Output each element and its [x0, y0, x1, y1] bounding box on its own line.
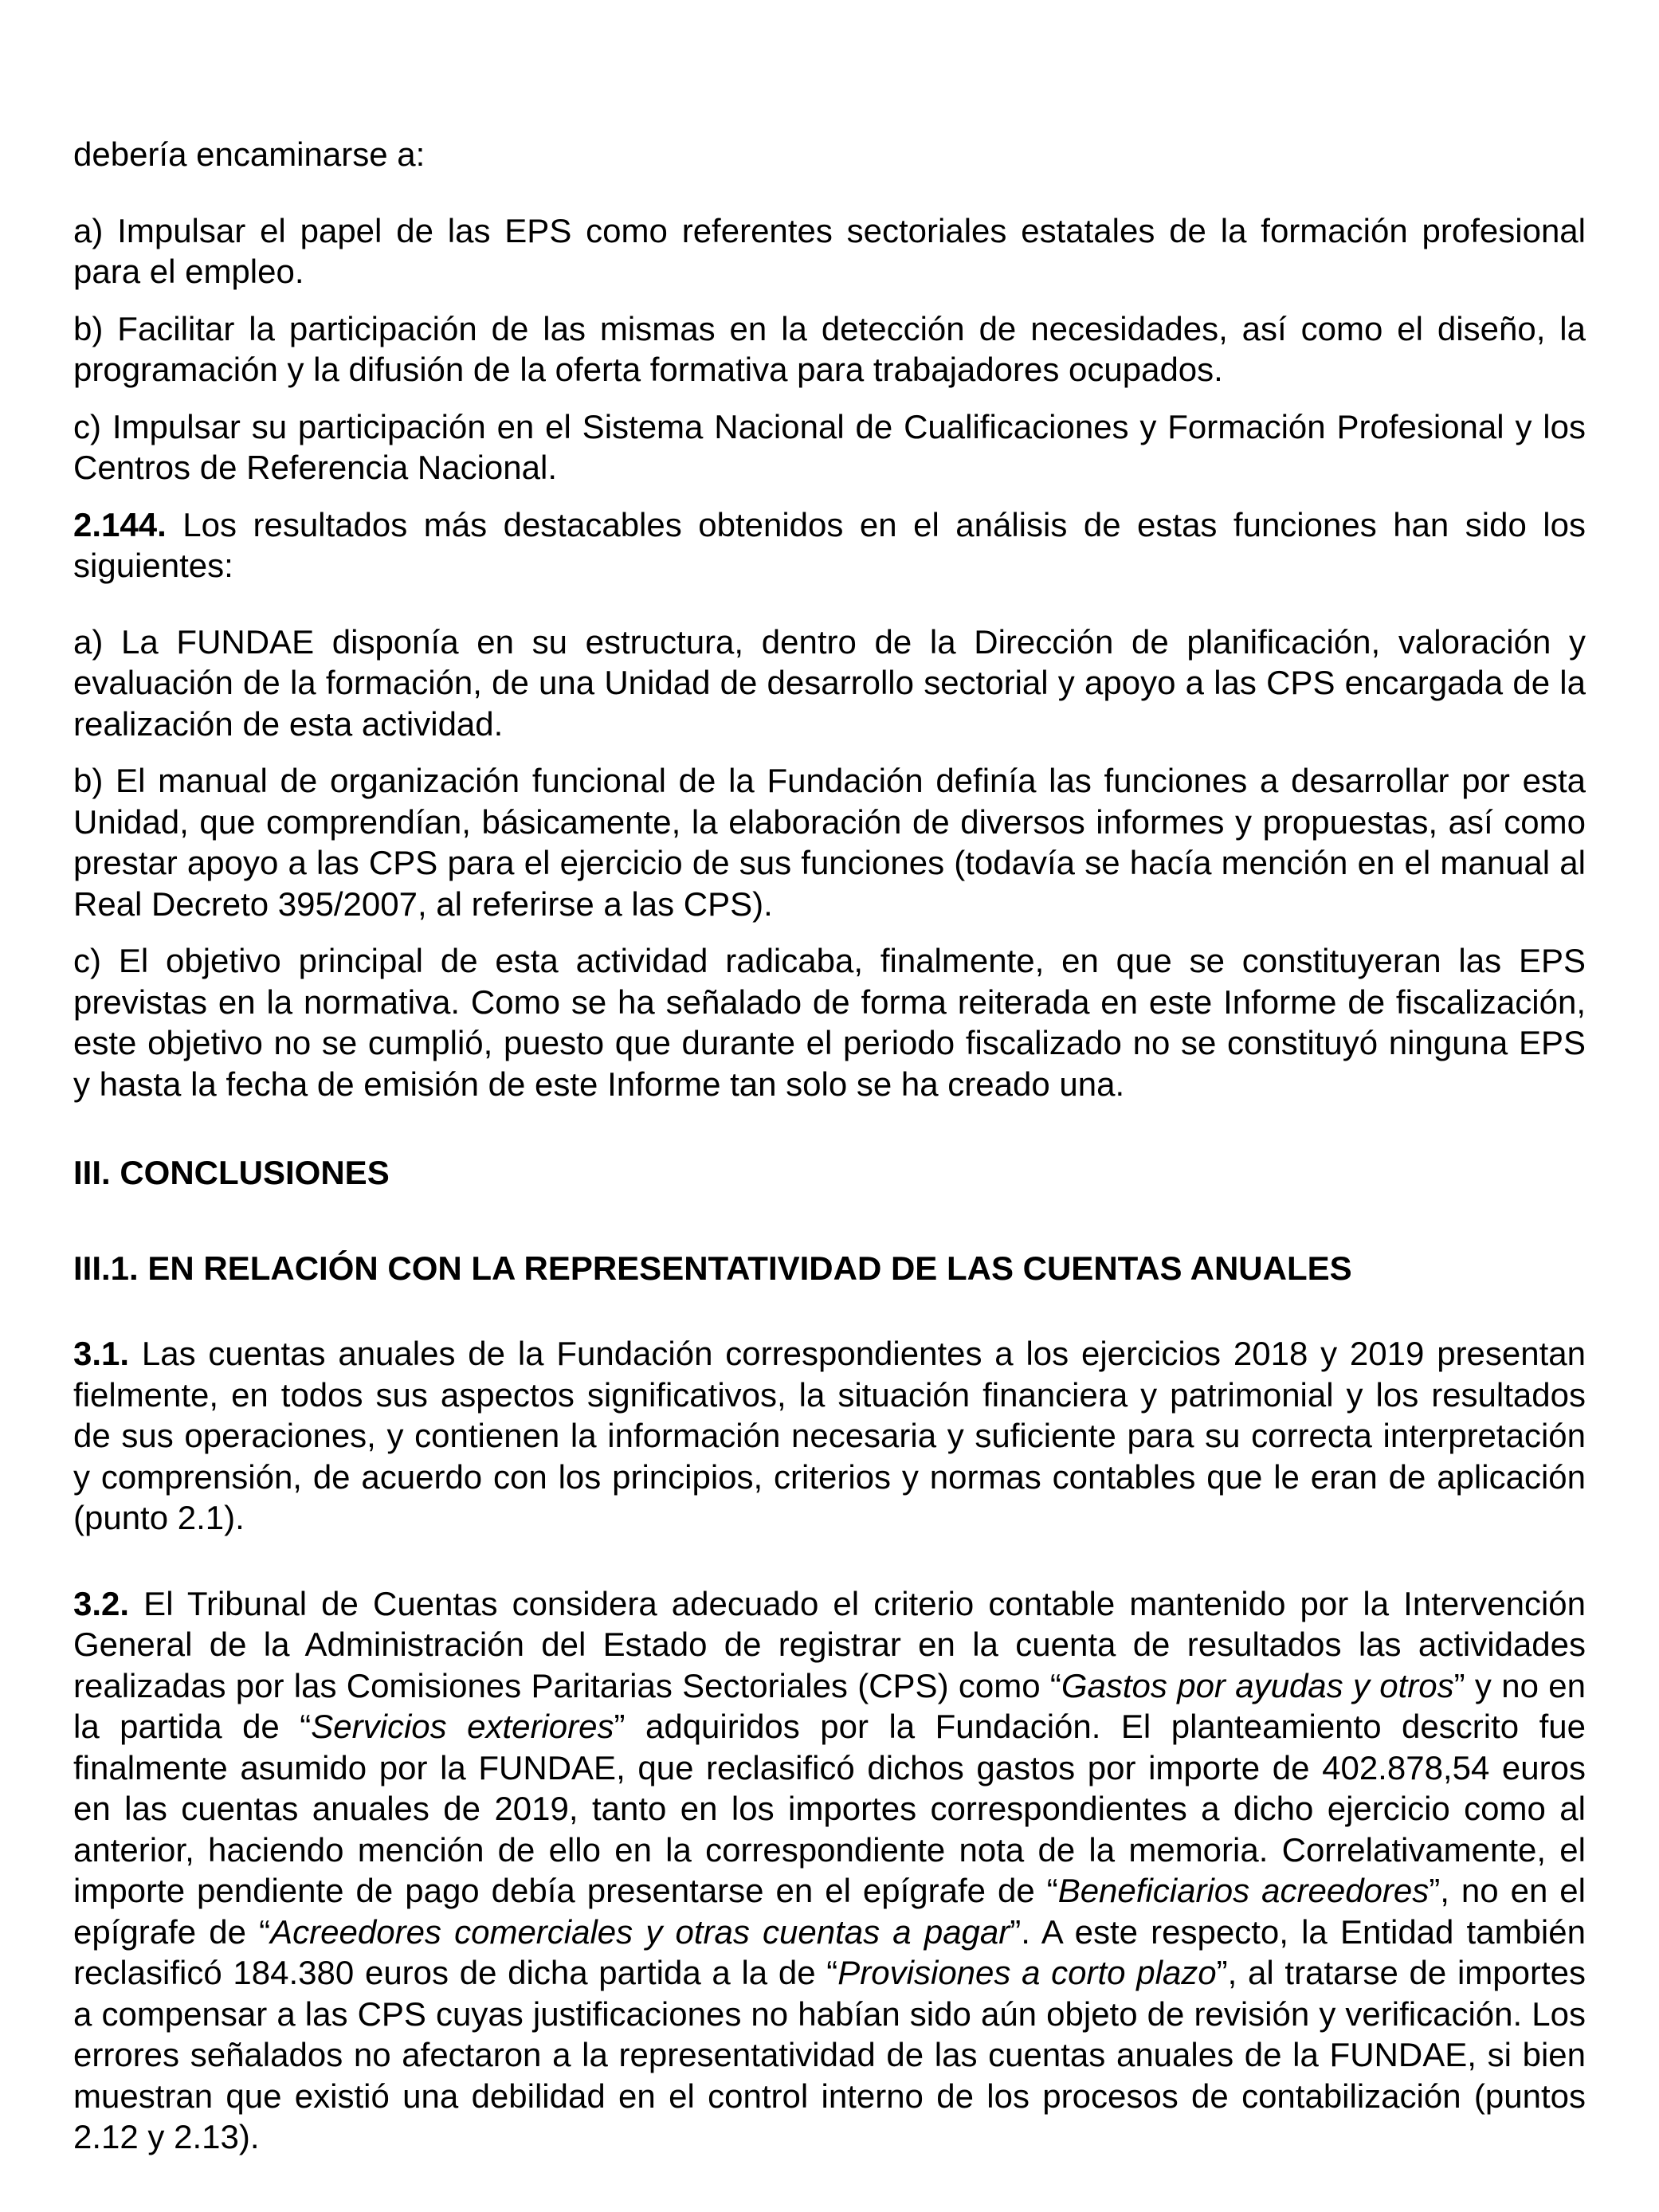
- paragraph-text: ”, al tratarse de importes a compensar a las CPS cuyas justificaciones no habían sido aún objeto de revisión y verificación. Los errores señalados no afectaron a la representatividad de las cuentas anuales de la FUNDAE, si bien muestran que existió una debilidad en el control interno de los procesos de contabilización (puntos 2.12 y 2.13).: [73, 1954, 1586, 2155]
- paragraph-text: ” adquiridos por la Fundación. El planteamiento descrito fue finalmente asumido por la FUNDAE, que reclasificó dichos gastos por importe de 402.878,54 euros en las cuentas anuales de 2019, tanto en los importes correspondientes a dicho ejercicio como al anterior, haciendo mención de ello en la correspondiente nota de la memoria. Correlativamente, el importe pendiente de pago debía presentarse en el epígrafe de “: [73, 1708, 1586, 1909]
- list2-item-a: a) La FUNDAE disponía en su estructura, dentro de la Dirección de planificación, valoración y evaluación de la formación, de una Unidad de desarrollo sectorial y apoyo a las CPS encargada de la realización de esta actividad.: [73, 622, 1586, 743]
- paragraph-text: ”, no en el epígrafe de “: [73, 1872, 1586, 1951]
- paragraph-number: 3.2.: [73, 1584, 130, 1622]
- italic-term: Provisiones a corto plazo: [837, 1954, 1217, 1991]
- list1-item-b: b) Facilitar la participación de las mismas en la detección de necesidades, así como el diseño, la programación y la difusión de la oferta formativa para trabajadores ocupados.: [73, 309, 1586, 388]
- subsection-heading: III.1. EN RELACIÓN CON LA REPRESENTATIVIDAD DE LAS CUENTAS ANUALES: [73, 1249, 1352, 1287]
- section-heading: III. CONCLUSIONES: [73, 1154, 390, 1191]
- list2-item-c: c) El objetivo principal de esta actividad radicaba, finalmente, en que se constituyeran las EPS previstas en la normativa. Como se ha señalado de forma reiterada en este Informe de fiscalización, este objetivo no se cumplió, puesto que durante el periodo fiscalizado no se constituyó ninguna EPS y hasta la fecha de emisión de este Informe tan solo se ha creado una.: [73, 942, 1586, 1103]
- document-body: [73, 134, 1586, 2158]
- paragraph-3-2: [73, 1583, 1586, 2158]
- italic-term: Servicios exteriores: [311, 1708, 614, 1745]
- italic-term: Gastos por ayudas y otros: [1061, 1666, 1454, 1704]
- paragraph-text: ” y no en la partida de “: [73, 1666, 1586, 1745]
- paragraph-text: Las cuentas anuales de la Fundación correspondientes a los ejercicios 2018 y 2019 presentan fielmente, en todos sus aspectos significativos, la situación financiera y patrimonial y los resultados de sus operaciones, y contienen la información necesaria y suficiente para su correcta interpretación y comprensión, de acuerdo con los principios, criterios y normas contables que le eran de aplicación (punto 2.1).: [73, 1335, 1586, 1536]
- list2-item-b: b) El manual de organización funcional de la Fundación definía las funciones a desarrollar por esta Unidad, que comprendían, básicamente, la elaboración de diversos informes y propuestas, así como prestar apoyo a las CPS para el ejercicio de sus funciones (todavía se hacía mención en el manual al Real Decreto 395/2007, al referirse a las CPS).: [73, 762, 1586, 923]
- list1-item-c: c) Impulsar su participación en el Sistema Nacional de Cualificaciones y Formación Profesional y los Centros de Referencia Nacional.: [73, 407, 1586, 486]
- paragraph-2-144: [73, 504, 1586, 586]
- paragraph-number: 3.1.: [73, 1335, 130, 1372]
- list1-item-a: a) Impulsar el papel de las EPS como referentes sectoriales estatales de la formación profesional para el empleo.: [73, 211, 1586, 290]
- paragraph-text: ”. A este respecto, la Entidad también reclasificó 184.380 euros de dicha partida a la de “: [73, 1912, 1586, 1991]
- italic-term: Acreedores comerciales y otras cuentas a pagar: [270, 1912, 1010, 1951]
- paragraph-text: El Tribunal de Cuentas considera adecuado el criterio contable mantenido por la Intervención General de la Administración del Estado de registrar en la cuenta de resultados las actividades realizadas por las Comisiones Paritarias Sectoriales (CPS) como “: [73, 1584, 1586, 1704]
- paragraph-text: Los resultados más destacables obtenidos en el análisis de estas funciones han sido los siguientes:: [73, 505, 1586, 584]
- italic-term: Beneficiarios acreedores: [1057, 1872, 1430, 1909]
- paragraph-number: 2.144.: [73, 505, 167, 543]
- paragraph-3-1: [73, 1333, 1586, 1539]
- intro-line: debería encaminarse a:: [73, 135, 426, 173]
